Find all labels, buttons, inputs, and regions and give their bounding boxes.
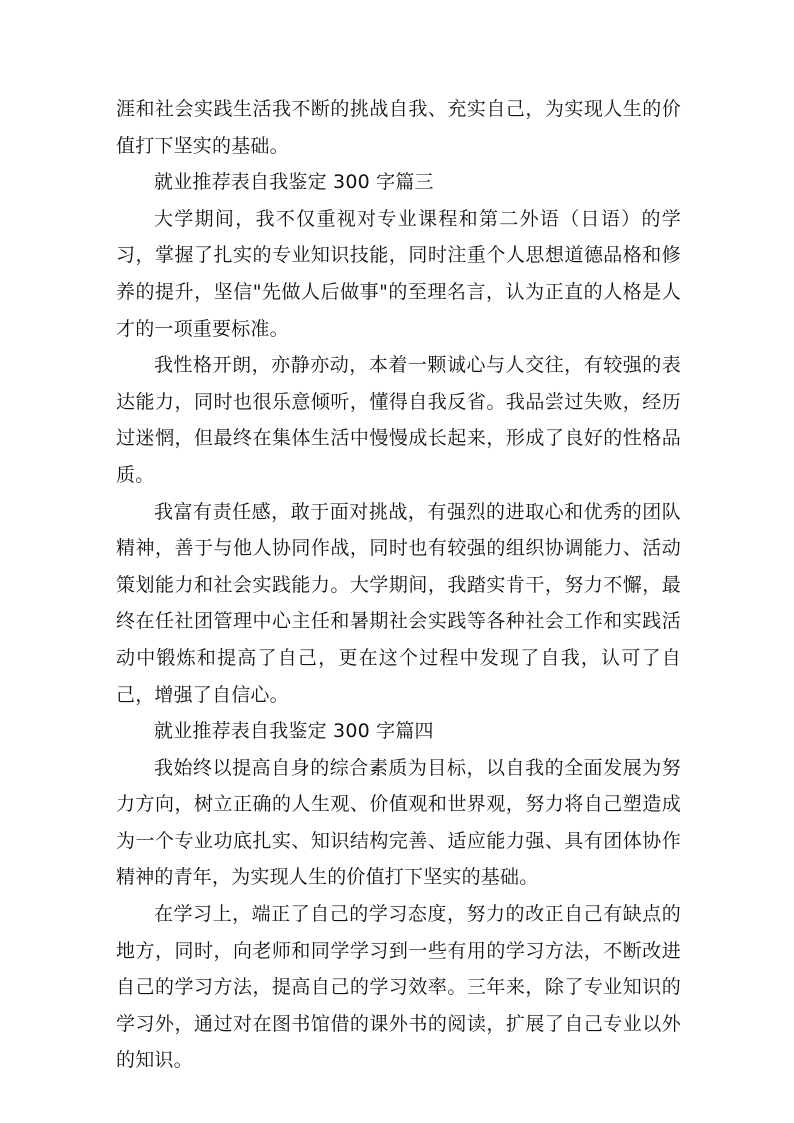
section-heading-4: 就业推荐表自我鉴定 300 字篇四: [154, 720, 434, 743]
section-heading-3: 就业推荐表自我鉴定 300 字篇三: [154, 171, 434, 194]
paragraph: 大学期间，我不仅重视对专业课程和第二外语（日语）的学习，掌握了扎实的专业知识技能，同时注重个人思想道德品格和修养的提升，坚信"先做人后做事"的至理名言，认为正直的人格是人才的一项重要标准。: [116, 207, 681, 340]
paragraph: 我性格开朗，亦静亦动，本着一颗诚心与人交往，有较强的表达能力，同时也很乐意倾听，懂得自我反省。我品尝过失败，经历过迷惘，但最终在集体生活中慢慢成长起来，形成了良好的性格品质。: [116, 354, 681, 486]
paragraph: 在学习上，端正了自己的学习态度，努力的改正自己有缺点的地方，同时，向老师和同学学习到一些有用的学习方法，不断改进自己的学习方法，提高自己的学习效率。三年来，除了专业知识的学习外，通过对在图书馆借的课外书的阅读，扩展了自己专业以外的知识。: [116, 903, 681, 1072]
document-body: [116, 91, 681, 1079]
paragraph: 我始终以提高自身的综合素质为目标，以自我的全面发展为努力方向，树立正确的人生观、价值观和世界观，努力将自己塑造成为一个专业功底扎实、知识结构完善、适应能力强、具有团体协作精神的青年，为实现人生的价值打下坚实的基础。: [116, 756, 681, 889]
paragraph: 我富有责任感，敢于面对挑战，有强烈的进取心和优秀的团队精神，善于与他人协同作战，同时也有较强的组织协调能力、活动策划能力和社会实践能力。大学期间，我踏实肯干，努力不懈，最终在任社团管理中心主任和暑期社会实践等各种社会工作和实践活动中锻炼和提高了自己，更在这个过程中发现了自我，认可了自己，增强了自信心。: [116, 500, 681, 706]
paragraph-continued: 涯和社会实践生活我不断的挑战自我、充实自己，为实现人生的价值打下坚实的基础。: [116, 98, 681, 157]
